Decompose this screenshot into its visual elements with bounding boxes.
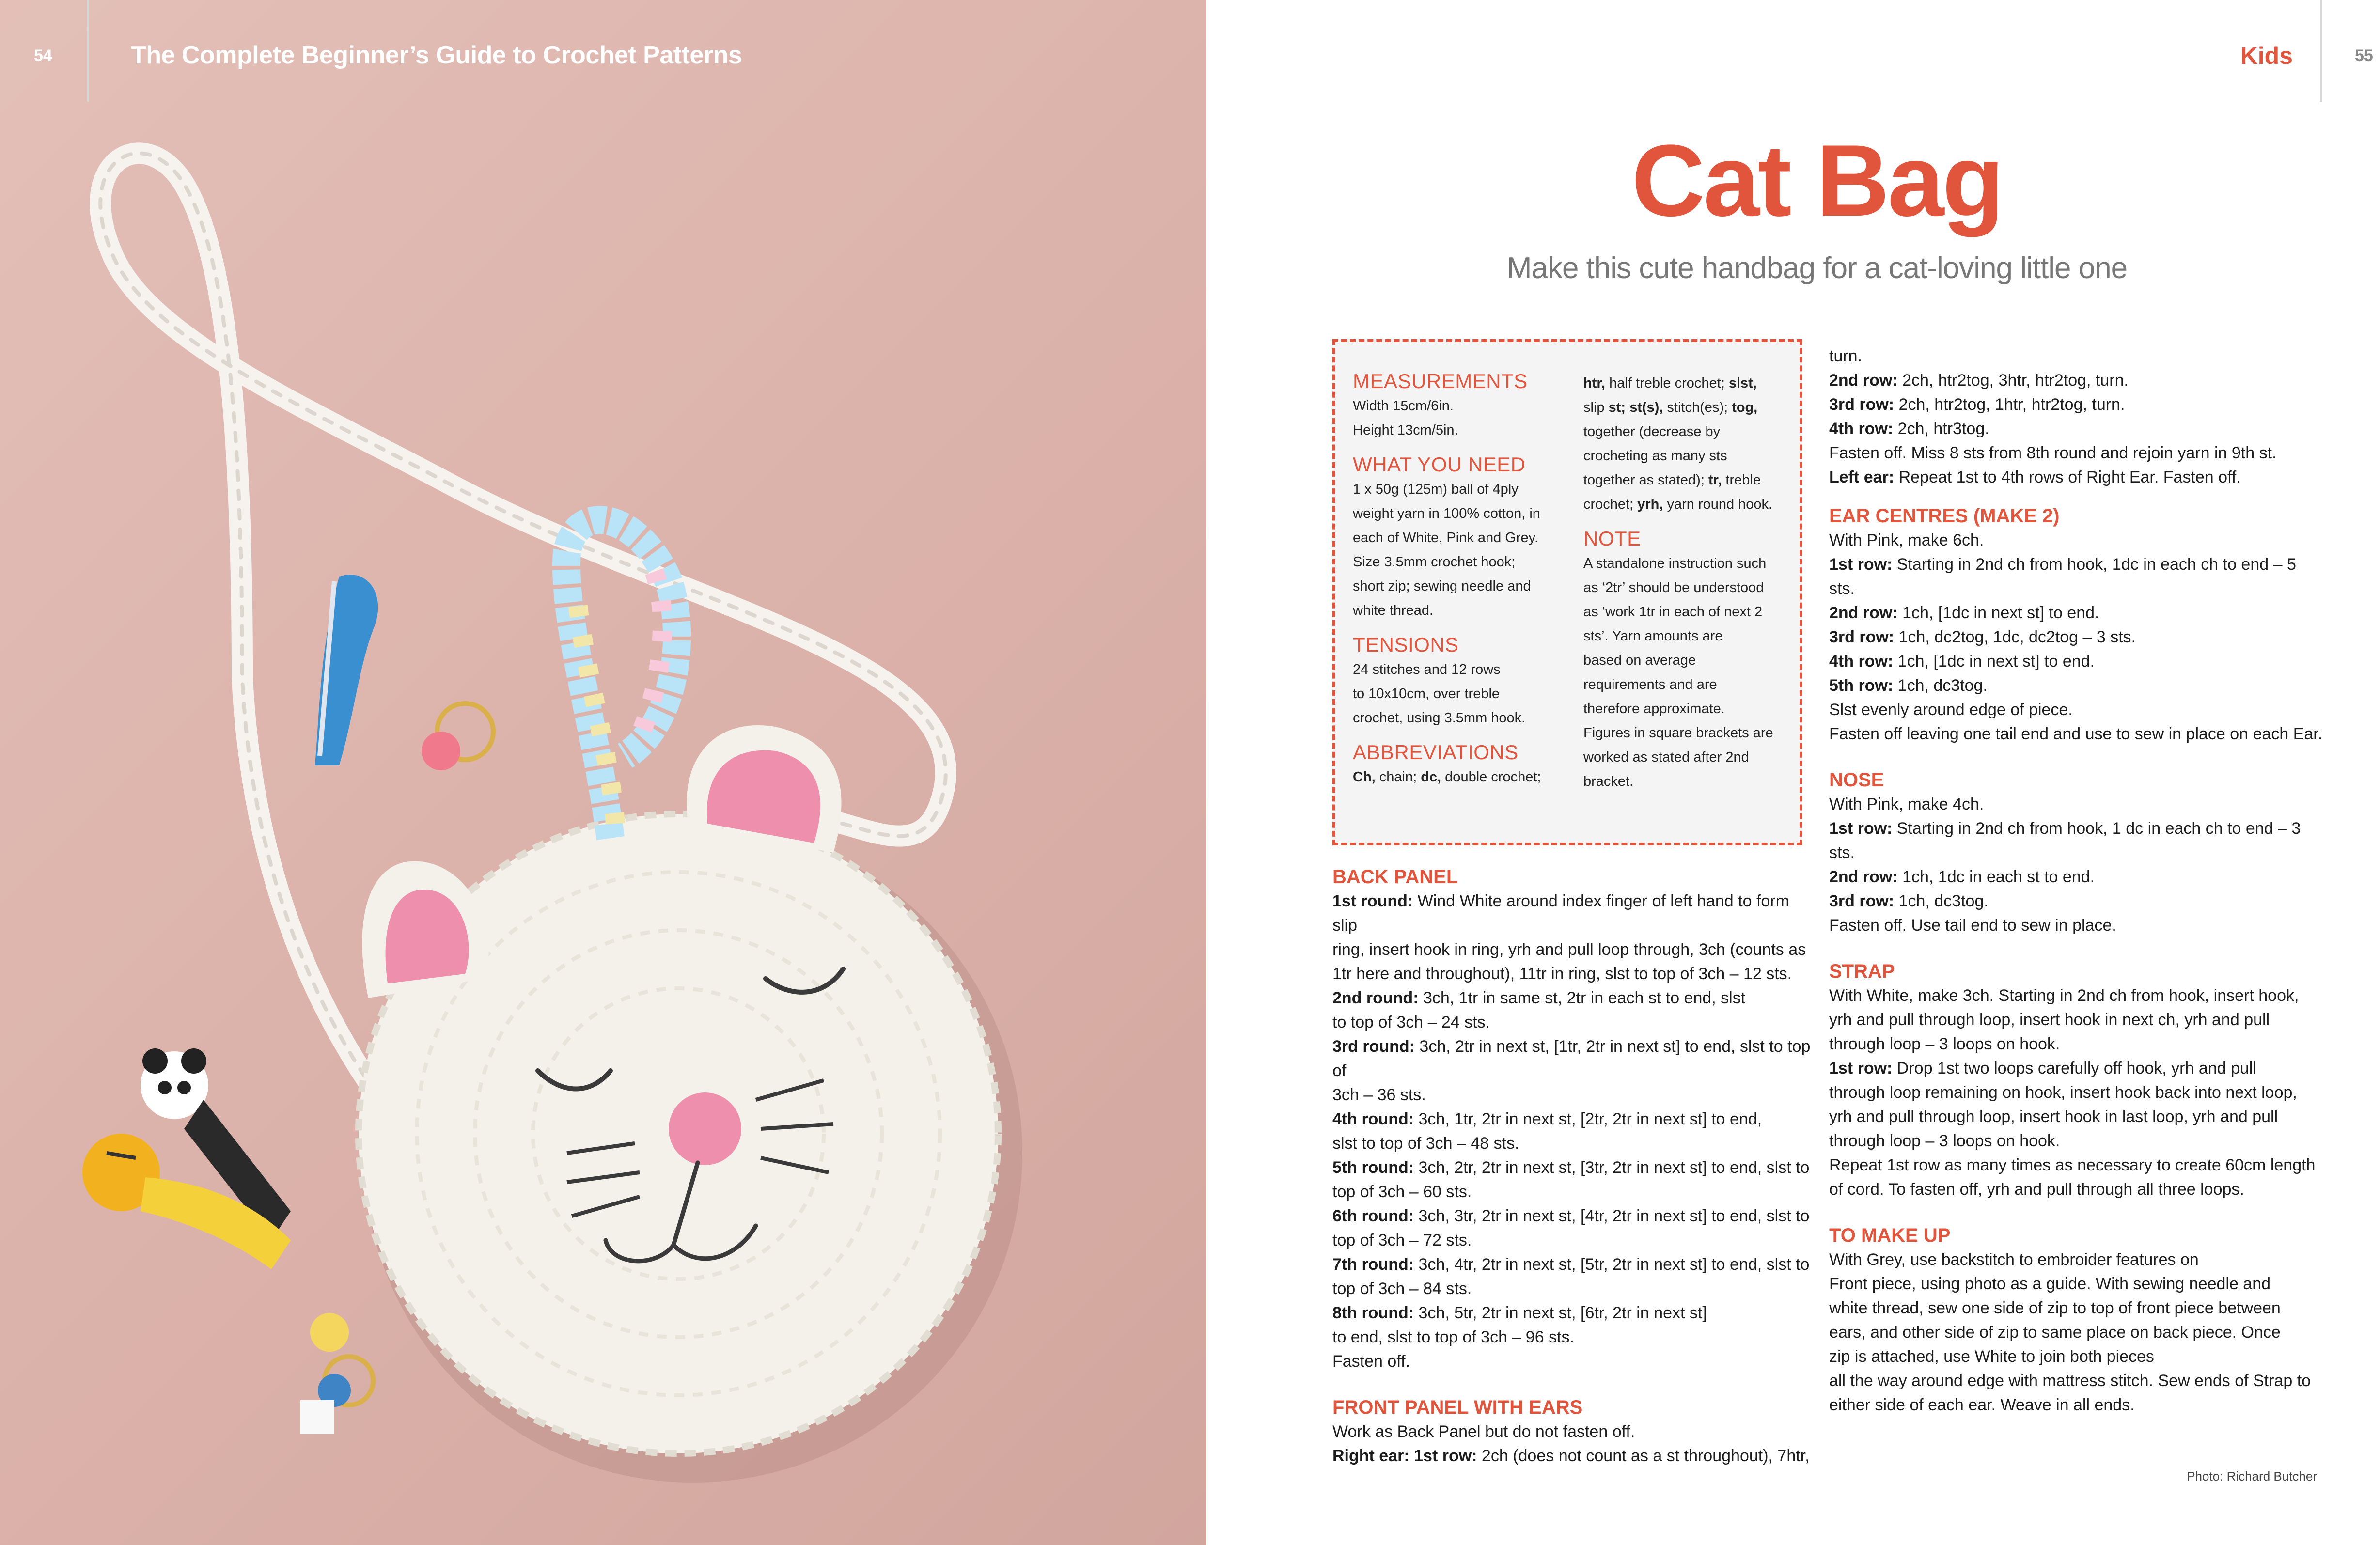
book-title: The Complete Beginner’s Guide to Crochet Patterns <box>131 41 742 69</box>
note-line: Figures in square brackets are <box>1583 725 1773 741</box>
tensions-line: 24 stitches and 12 rows <box>1353 662 1501 677</box>
what-you-need-heading: WHAT YOU NEED <box>1353 453 1526 476</box>
to-make-up-line: Front piece, using photo as a guide. With sewing needle and <box>1829 1275 2271 1293</box>
ear-centres-line: sts. <box>1829 579 1855 598</box>
strap-line: yrh and pull through loop, insert hook in last loop, yrh and pull <box>1829 1108 2278 1126</box>
nose-line: 1st row: Starting in 2nd ch from hook, 1 dc in each ch to end – 3 <box>1829 819 2301 838</box>
note-line: A standalone instruction such <box>1583 556 1767 571</box>
back-panel-line: 1tr here and throughout), 11tr in ring, slst to top of 3ch – 12 sts. <box>1332 965 1792 983</box>
page-number-left: 54 <box>34 47 52 65</box>
strap-line: Repeat 1st row as many times as necessary to create 60cm length <box>1829 1156 2316 1174</box>
to-make-up-line: either side of each ear. Weave in all ends. <box>1829 1396 2135 1414</box>
right-ear-line: Fasten off. Miss 8 sts from 8th round and rejoin yarn in 9th st. <box>1829 444 2277 462</box>
measurements-line: Height 13cm/5in. <box>1353 422 1458 438</box>
note-heading: NOTE <box>1583 527 1641 550</box>
to-make-up-heading: TO MAKE UP <box>1829 1225 1951 1246</box>
back-panel-line: to top of 3ch – 24 sts. <box>1332 1013 1490 1031</box>
strap-line: through loop – 3 loops on hook. <box>1829 1132 2060 1150</box>
back-panel-line: 8th round: 3ch, 5tr, 2tr in next st, [6tr, 2tr in next st] <box>1332 1304 1707 1322</box>
front-panel-heading: FRONT PANEL WITH EARS <box>1332 1397 1583 1418</box>
header-divider-left <box>87 0 89 102</box>
front-panel-line: Work as Back Panel but do not fasten off. <box>1332 1422 1635 1441</box>
nose-heading: NOSE <box>1829 769 1884 791</box>
back-panel-line: 3ch – 36 sts. <box>1332 1086 1426 1104</box>
back-panel-heading: BACK PANEL <box>1332 866 1458 888</box>
section-tag: Kids <box>2240 42 2293 69</box>
back-panel-line: ring, insert hook in ring, yrh and pull loop through, 3ch (counts as <box>1332 940 1806 959</box>
right-ear-line: turn. <box>1829 347 1863 365</box>
back-panel-line: 4th round: 3ch, 1tr, 2tr in next st, [2tr, 2tr in next st] to end, <box>1332 1110 1762 1128</box>
ear-centres-line: 5th row: 1ch, dc3tog. <box>1829 676 1988 695</box>
to-make-up-line: zip is attached, use White to join both pieces <box>1829 1347 2154 1366</box>
what-you-need-line: short zip; sewing needle and <box>1353 578 1531 594</box>
note-line: worked as stated after 2nd <box>1583 749 1749 765</box>
abbreviations-line: Ch, chain; dc, double crochet; <box>1353 769 1541 785</box>
info-column-2 <box>1583 371 1797 794</box>
nose <box>669 1092 741 1165</box>
what-you-need-line: Size 3.5mm crochet hook; <box>1353 554 1516 570</box>
abbreviations-line: crocheting as many sts <box>1583 448 1727 464</box>
abbreviations-line: slip st; st(s), stitch(es); tog, <box>1583 400 1758 415</box>
page-number-right: 55 <box>2355 47 2373 65</box>
back-panel-line: Fasten off. <box>1332 1352 1410 1371</box>
what-you-need-line: each of White, Pink and Grey. <box>1353 530 1539 546</box>
back-panel-line: 7th round: 3ch, 4tr, 2tr in next st, [5tr, 2tr in next st] to end, slst to <box>1332 1255 1810 1274</box>
back-panel-line: top of 3ch – 60 sts. <box>1332 1183 1472 1201</box>
nose-line: sts. <box>1829 843 1855 862</box>
back-panel-line: 6th round: 3ch, 3tr, 2tr in next st, [4tr, 2tr in next st] to end, slst to <box>1332 1207 1810 1225</box>
measurements-heading: MEASUREMENTS <box>1353 370 1528 392</box>
text-column-left <box>1332 865 1817 1468</box>
back-panel-line: 5th round: 3ch, 2tr, 2tr in next st, [3tr, 2tr in next st] to end, slst to <box>1332 1158 1810 1177</box>
back-panel-line: to end, slst to top of 3ch – 96 sts. <box>1332 1328 1574 1346</box>
ear-centres-line: Slst evenly around edge of piece. <box>1829 701 2073 719</box>
to-make-up-line: With Grey, use backstitch to embroider features on <box>1829 1250 2199 1269</box>
back-panel-line: 3rd round: 3ch, 2tr in next st, [1tr, 2tr in next st] to end, slst to top of <box>1332 1037 1811 1080</box>
text-column-right <box>1829 344 2333 1417</box>
abbreviations-line: together as stated); tr, treble <box>1583 472 1761 488</box>
abbreviations-line: htr, half treble crochet; slst, <box>1583 375 1757 391</box>
photo-credit: Photo: Richard Butcher <box>2187 1469 2317 1483</box>
to-make-up-line: white thread, sew one side of zip to top of front piece between <box>1829 1299 2281 1317</box>
back-panel-line: top of 3ch – 84 sts. <box>1332 1280 1472 1298</box>
ear-centres-line: Fasten off leaving one tail end and use to sew in place on each Ear. <box>1829 725 2323 743</box>
note-line: sts’. Yarn amounts are <box>1583 628 1723 644</box>
note-line: based on average <box>1583 653 1696 668</box>
info-column-1 <box>1353 369 1576 789</box>
strap-line: 1st row: Drop 1st two loops carefully off hook, yrh and pull <box>1829 1059 2256 1077</box>
strap-line: of cord. To fasten off, yrh and pull through all three loops. <box>1829 1180 2244 1199</box>
tensions-heading: TENSIONS <box>1353 633 1459 656</box>
back-panel-line: top of 3ch – 72 sts. <box>1332 1231 1472 1249</box>
strap-line: through loop – 3 loops on hook. <box>1829 1035 2060 1053</box>
measurements-line: Width 15cm/6in. <box>1353 398 1454 414</box>
abbreviations-heading: ABBREVIATIONS <box>1353 741 1519 764</box>
ear-centres-heading: EAR CENTRES (MAKE 2) <box>1829 505 2060 527</box>
note-line: requirements and are <box>1583 677 1717 692</box>
right-ear-line: 2nd row: 2ch, htr2tog, 3htr, htr2tog, turn. <box>1829 371 2129 390</box>
to-make-up-line: ears, and other side of zip to same place on back piece. Once <box>1829 1323 2281 1342</box>
abbreviations-line: together (decrease by <box>1583 424 1721 439</box>
page-title: Cat Bag <box>1631 124 2003 237</box>
right-ear-line: 4th row: 2ch, htr3tog. <box>1829 420 1989 438</box>
note-line: as ‘work 1tr in each of next 2 <box>1583 604 1763 620</box>
to-make-up-line: all the way around edge with mattress stitch. Sew ends of Strap to <box>1829 1372 2311 1390</box>
info-box <box>1332 339 1802 845</box>
page-subtitle: Make this cute handbag for a cat-loving little one <box>1506 251 2128 285</box>
left-ear-line: Left ear: Repeat 1st to 4th rows of Right Ear. Fasten off. <box>1829 468 2241 486</box>
tensions-line: to 10x10cm, over treble <box>1353 686 1500 702</box>
ear-centres-line: 3rd row: 1ch, dc2tog, 1dc, dc2tog – 3 sts. <box>1829 628 2136 646</box>
ear-centres-line: 2nd row: 1ch, [1dc in next st] to end. <box>1829 604 2099 622</box>
note-line: bracket. <box>1583 774 1634 789</box>
nose-line: With Pink, make 4ch. <box>1829 795 1984 813</box>
pattern-page <box>1206 0 2380 1545</box>
tensions-line: crochet, using 3.5mm hook. <box>1353 710 1526 726</box>
strap-line: With White, make 3ch. Starting in 2nd ch from hook, insert hook, <box>1829 986 2299 1005</box>
ear-centres-line: 4th row: 1ch, [1dc in next st] to end. <box>1829 652 2095 671</box>
what-you-need-line: weight yarn in 100% cotton, in <box>1353 506 1540 521</box>
nose-line: 3rd row: 1ch, dc3tog. <box>1829 892 1989 910</box>
back-panel-line: 2nd round: 3ch, 1tr in same st, 2tr in each st to end, slst <box>1332 989 1746 1007</box>
nose-line: Fasten off. Use tail end to sew in place. <box>1829 916 2116 935</box>
what-you-need-line: 1 x 50g (125m) ball of 4ply <box>1353 482 1519 497</box>
strap-line: yrh and pull through loop, insert hook in next ch, yrh and pull <box>1829 1011 2270 1029</box>
nose-line: 2nd row: 1ch, 1dc in each st to end. <box>1829 868 2095 886</box>
note-line: as ‘2tr’ should be understood <box>1583 580 1764 595</box>
front-panel-line: Right ear: 1st row: 2ch (does not count as a st throughout), 7htr, <box>1332 1447 1810 1465</box>
back-panel-line: slst to top of 3ch – 48 sts. <box>1332 1134 1519 1153</box>
right-ear-line: 3rd row: 2ch, htr2tog, 1htr, htr2tog, turn. <box>1829 395 2125 414</box>
strap-line: through loop remaining on hook, insert hook back into next loop, <box>1829 1083 2297 1102</box>
abbreviations-line: crochet; yrh, yarn round hook. <box>1583 497 1773 512</box>
back-panel-line: 1st round: Wind White around index finger of left hand to form slip <box>1332 892 1789 935</box>
header-divider-right <box>2320 0 2322 102</box>
ear-centres-line: With Pink, make 6ch. <box>1829 531 1984 549</box>
strap-heading: STRAP <box>1829 961 1895 982</box>
note-line: therefore approximate. <box>1583 701 1725 717</box>
what-you-need-line: white thread. <box>1353 603 1434 618</box>
ear-centres-line: 1st row: Starting in 2nd ch from hook, 1dc in each ch to end – 5 <box>1829 555 2296 574</box>
